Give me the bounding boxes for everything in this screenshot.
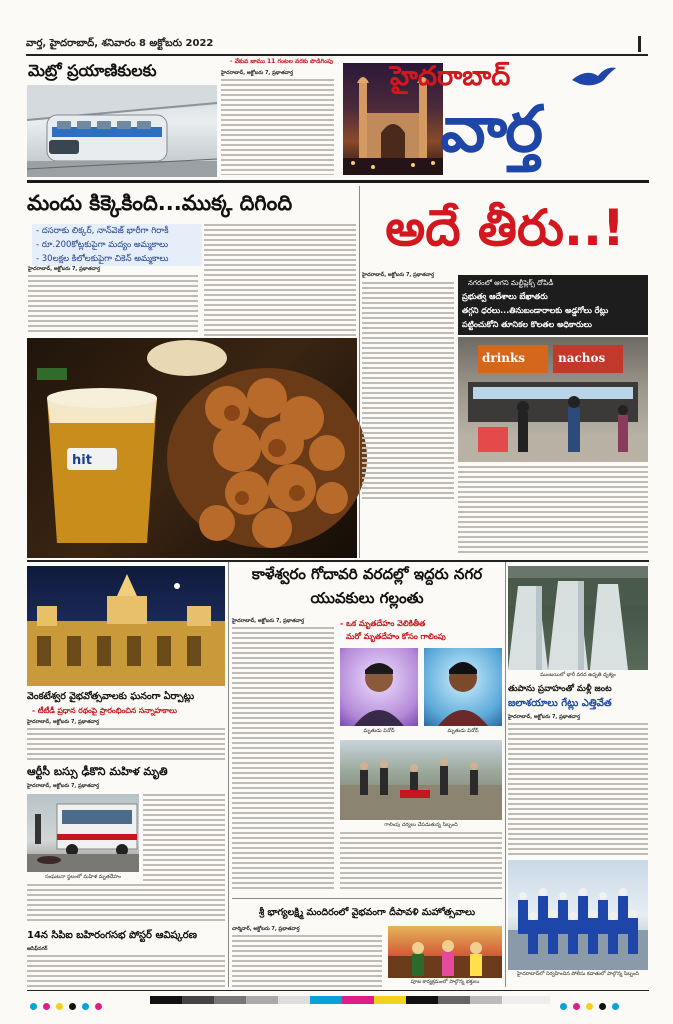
- liquor-headline: మందు కిక్కెకింది...ముక్క దిగింది: [27, 191, 293, 215]
- masthead-top: హైదరాబాద్: [390, 61, 511, 92]
- liquor-dateline: హైదరాబాద్, అక్టోబరు 7, ప్రభాతవార్త: [28, 266, 101, 272]
- bhagyalakshmi-headline: శ్రీ భాగ్యలక్ష్మి మందిరంలో వైభవంగా దీపావళి మహోత్సవాలు: [258, 907, 476, 918]
- flood-headline: కాళేశ్వరం గోదావరి వరదల్లో ఇద్దరు నగర యువకులు గల్లంతు: [251, 565, 483, 607]
- poster-dateline: ఆసిఫ్‌నగర్: [27, 946, 48, 952]
- divider: [505, 562, 506, 987]
- flood-scene-photo: [340, 740, 502, 820]
- flood-body-1: [232, 627, 334, 891]
- waterfall-headline: తుపాను ప్రవాహంతో మళ్లీ జంట: [508, 684, 612, 694]
- waterfall-body: [508, 723, 648, 855]
- parade-photo: [508, 860, 648, 970]
- masthead-rule: [27, 180, 649, 183]
- airport-deck: నగరంలో ఆగని మల్టీప్లెక్స్ దోపిడీ ప్రభుత్వ ఆదేశాలు బేఖాతరు తగ్గని ధరలు...తినుబండారాలకు అడ్డగోలు రేట్లు పట్టించుకోని తూనికల కొలతల అధికారులు: [458, 275, 648, 335]
- metro-dateline: హైదరాబాద్, అక్టోబరు 7, ప్రభాతవార్త: [221, 70, 294, 76]
- bus-photo: [27, 794, 139, 872]
- temple-photo: [27, 566, 225, 686]
- airport-body-1: [362, 282, 454, 502]
- flood-victim-photo-2: [424, 648, 502, 726]
- bhagyalakshmi-photo: [388, 926, 502, 978]
- temple-headline: వెంకటేశ్వర వైభవోత్సవాలకు ఘనంగా ఏర్పాట్లు: [27, 691, 195, 702]
- poster-headline: 14న సిపిఐ బహిరంగసభ పోస్టర్ ఆవిష్కరణ: [27, 930, 197, 941]
- bhagyalakshmi-dateline: చార్మినార్, అక్టోబరు 7, ప్రభాతవార్త: [232, 926, 300, 932]
- flood-victim-photo-1: [340, 648, 418, 726]
- header-mark: [638, 36, 641, 52]
- bus-dateline: హైదరాబాద్, అక్టోబరు 7, ప్రభాతవార్త: [27, 783, 100, 789]
- divider: [228, 562, 229, 987]
- divider: [232, 898, 502, 899]
- waterfall-dateline: హైదరాబాద్, అక్టోబరు 7, ప్రభాతవార్త: [508, 714, 581, 720]
- metro-headline: మెట్రో ప్రయాణికులకు: [28, 61, 157, 80]
- header-rule: [26, 54, 648, 56]
- parade-caption: హైదరాబాద్‌లో నిర్వహించిన పోలీసు కవాతులో పాల్గొన్న సిబ్బంది: [517, 971, 639, 977]
- bhagyalakshmi-body: [232, 935, 382, 987]
- shop-sign-drinks: drinks: [482, 351, 526, 365]
- bus-body-1: [143, 794, 225, 882]
- temple-subhead: - టీటీడీ ప్రధాన రథంపై ప్రారంభించిన సన్నాహకాలు: [32, 706, 177, 715]
- flood-scene-caption: గాలింపు చర్యలు చేపడుతున్న సిబ్బంది: [384, 822, 458, 828]
- flood-victim-caption-2: మృతుడు వినోద్: [447, 728, 479, 734]
- flood-subhead-2: మరో మృతదేహం కోసం గాలింపు: [346, 632, 446, 641]
- waterfall-subhead: జలాశయాలు గేట్లు ఎత్తివేత: [508, 698, 612, 709]
- waterfall-caption: ముంబయిలో భారీ వరద ఉధృతి దృశ్యం: [540, 672, 616, 678]
- metro-photo: [27, 85, 217, 177]
- temple-dateline: హైదరాబాద్, అక్టోబరు 7, ప్రభాతవార్త: [27, 719, 100, 725]
- temple-body: [27, 728, 225, 760]
- metro-strap: - వేకువ జాము 11 గంటల వరకు పొడిగింపు: [230, 58, 334, 65]
- svg-text:hit: hit: [72, 453, 92, 468]
- flood-victim-caption-1: మృతుడు వినోద్: [363, 728, 395, 734]
- flood-body-2: [340, 832, 502, 892]
- poster-body: [27, 955, 225, 987]
- divider: [359, 186, 360, 558]
- liquor-body-2: [204, 224, 356, 336]
- registration-dots-right: [560, 995, 650, 1005]
- registration-bar: [150, 996, 550, 1004]
- metro-body: [221, 79, 334, 175]
- bhagyalakshmi-caption: పూజ కార్యక్రమంలో పాల్గొన్న భక్తులు: [410, 979, 480, 985]
- airport-body-2: [458, 466, 648, 556]
- divider: [27, 560, 649, 562]
- airport-photo: [458, 337, 648, 462]
- bus-body-2: [27, 884, 225, 924]
- liquor-body-1: [28, 275, 198, 335]
- dateline: వార్త, హైదరాబాద్, శనివారం 8 అక్టోబరు 2022: [26, 38, 214, 49]
- flood-subhead-1: - ఒక మృతదేహం వెలికితీత: [340, 619, 426, 628]
- liquor-photo: [27, 338, 357, 558]
- masthead-main: వార్త: [440, 93, 542, 167]
- airport-dateline: హైదరాబాద్, అక్టోబరు 7, ప్రభాతవార్త: [362, 272, 435, 278]
- flood-dateline: హైదరాబాద్, అక్టోబరు 7, ప్రభాతవార్త: [232, 618, 305, 624]
- waterfall-photo: [508, 566, 648, 670]
- shop-sign-nachos: nachos: [558, 351, 606, 365]
- airport-headline: అదే తీరు..!: [385, 199, 625, 257]
- divider: [27, 990, 649, 991]
- bus-headline: ఆర్టీసీ బస్సు ఢీకొని మహిళ మృతి: [27, 765, 168, 778]
- registration-dots: [30, 995, 150, 1005]
- liquor-bullets: - దసరాకు లిక్కర్, నాన్‌వెజ్ భారీగా గిరాకీ - రూ.200కోట్లకుపైగా మద్యం అమ్మకాలు - 30లక్షల కిలోలకుపైగా చికెన్ అమ్మకాలు: [32, 224, 202, 266]
- bus-caption: సంఘటనా స్థలంలో మహిళ మృతదేహం: [45, 874, 121, 880]
